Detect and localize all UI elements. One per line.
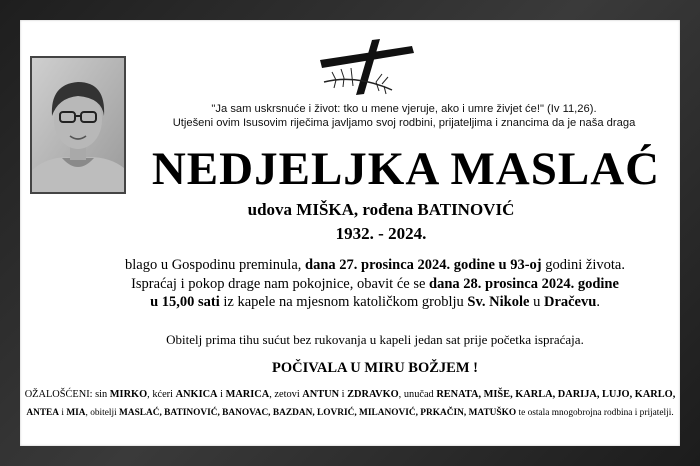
- mourners-list: [24, 386, 676, 422]
- notice-text: blago u Gospodinu preminula,: [124, 257, 306, 273]
- condolence-note: Obitelj prima tihu sućut bez rukovanja u kapeli jedan sat prije početka ispraćaja.: [166, 332, 584, 347]
- deceased-name: NEDJELJKA MASLAĆ: [151, 143, 661, 195]
- subtitle-prefix: udova: [247, 200, 297, 219]
- notice-text: Ispraćaj i pokop drage nam pokojnice, obavit će se: [131, 275, 430, 292]
- funeral-date: dana 28. prosinca 2024. godine: [429, 275, 619, 292]
- maiden-name: BATINOVIĆ: [417, 200, 515, 219]
- notice-line-3: [80, 293, 670, 312]
- notice-text: .: [596, 294, 600, 310]
- portrait-photo: [30, 56, 126, 194]
- relation-text: i: [339, 389, 348, 400]
- mourners-label: OŽALOŠĆENI:: [24, 389, 96, 400]
- death-date: dana 27. prosinca 2024. godine u 93-oj: [305, 257, 542, 273]
- rest-in-peace: POČIVALA U MIRU BOŽJEM !: [272, 360, 478, 376]
- relation-text: , unučad: [398, 389, 437, 400]
- husband-name: MIŠKA: [296, 200, 354, 219]
- relation-text: , kćeri: [147, 389, 176, 400]
- relation-text: i: [217, 389, 226, 400]
- death-notice-text: [80, 256, 670, 312]
- bible-quote: [134, 102, 674, 130]
- notice-text: u: [529, 294, 544, 310]
- obituary-paper: [20, 20, 680, 446]
- quote-line-1: "Ja sam uskrsnuće i život: tko u mene vjeruje, ako i umre živjet će!" (Iv 11,26).: [211, 103, 597, 115]
- mourner-name: ANKICA: [175, 389, 218, 400]
- deceased-subtitle: [146, 200, 616, 220]
- mourner-name: ANTEA: [26, 408, 60, 418]
- cemetery-name: Sv. Nikole: [467, 294, 530, 310]
- mourners-line-2: [24, 404, 676, 422]
- mourner-name: ZDRAVKO: [347, 389, 399, 400]
- relation-text: sin: [95, 389, 110, 400]
- mourner-names: RENATA, MIŠE, KARLA, DARIJA, LUJO, KARLO,: [436, 389, 676, 400]
- mourners-line-1: [24, 386, 676, 404]
- funeral-time: u 15,00 sati: [150, 294, 220, 310]
- subtitle-mid: , rođena: [353, 200, 418, 219]
- notice-text: godini života.: [541, 257, 625, 273]
- family-names: MASLAĆ, BATINOVIĆ, BANOVAC, BAZDAN, LOVRIĆ, MILANOVIĆ, PRKAČIN, MATUŠKO: [119, 408, 517, 418]
- relation-text: , zetovi: [269, 389, 303, 400]
- relation-text: i: [59, 408, 67, 418]
- notice-line-2: [80, 275, 670, 294]
- mourner-name: ANTUN: [302, 389, 340, 400]
- cross-with-palm-icon: [316, 38, 416, 96]
- relation-text: , obitelji: [85, 408, 120, 418]
- notice-line-1: [80, 256, 670, 275]
- notice-text: iz kapele na mjesnom katoličkom groblju: [219, 294, 468, 310]
- quote-line-2: Utješeni ovim Isusovim riječima javljamo svoj rodbini, prijateljima i znancima da je naša draga: [172, 117, 636, 129]
- portrait-image: [32, 58, 124, 192]
- mourner-name: MARICA: [225, 389, 270, 400]
- place-name: Dračevu: [543, 294, 597, 310]
- mourner-name: MIA: [66, 408, 86, 418]
- mourner-name: MIRKO: [109, 389, 148, 400]
- relation-text: te ostala mnogobrojna rodbina i prijatelji.: [516, 408, 674, 418]
- life-years: 1932. - 2024.: [335, 224, 427, 243]
